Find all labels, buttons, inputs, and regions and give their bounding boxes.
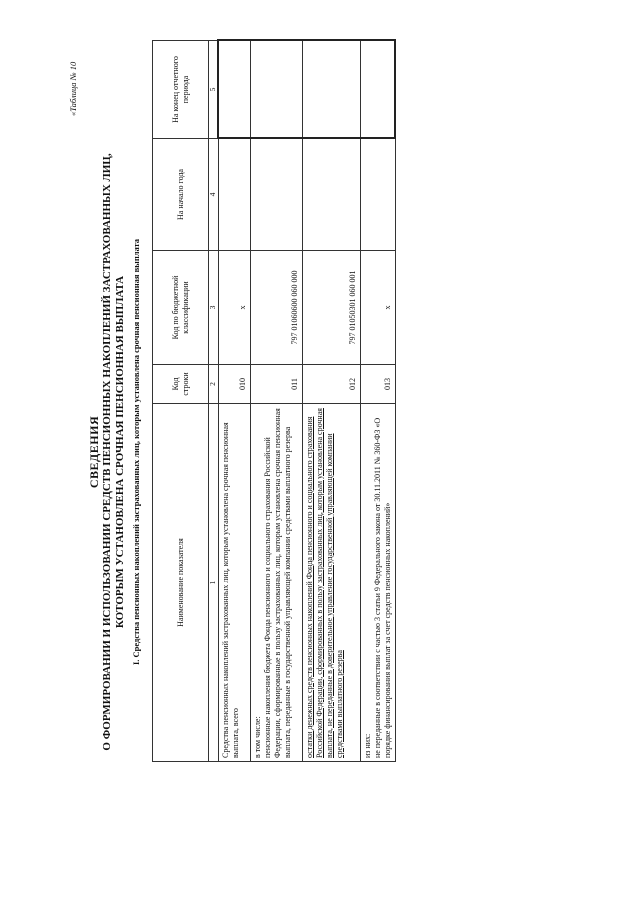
row-budget-code: x	[360, 251, 395, 365]
row-start-value	[302, 139, 360, 251]
col-number: 2	[209, 365, 219, 404]
row-name: остатки денежных средств пенсионных накоплений Фонда пенсионного и социального страхования Российской Федерации, сформированных в пользу застрахованных лиц, которым установлена срочная выплата, не переданные в доверительное управление государственной управляющей компании средствами выплатного резерва	[302, 404, 360, 762]
row-end-value	[250, 41, 302, 139]
title-line-1: СВЕДЕНИЯ	[87, 415, 101, 489]
table-row	[218, 41, 250, 762]
col-header-start-of-year: На начало года	[153, 139, 209, 251]
col-header-end-of-period: На конец отчетного периода	[153, 41, 209, 139]
row-start-value	[250, 139, 302, 251]
col-number: 5	[209, 41, 219, 139]
row-line-code: 013	[360, 365, 395, 404]
row-end-value	[360, 41, 395, 139]
document-title	[88, 0, 127, 904]
row-prefix: в том числе:	[252, 716, 262, 758]
col-header-name: Наименование показателя	[153, 404, 209, 762]
table-row	[302, 41, 360, 762]
title-line-3: КОТОРЫМ УСТАНОВЛЕНА СРОЧНАЯ ПЕНСИОННАЯ ВЫПЛАТА	[114, 275, 126, 629]
row-name	[250, 404, 302, 762]
col-header-line-code: Код строки	[153, 365, 209, 404]
row-line-code: 010	[218, 365, 250, 404]
row-line-code: 012	[302, 365, 360, 404]
column-number-row	[209, 41, 219, 762]
row-text: не переданные в соответствии с частью 3 статьи 9 Федерального закона от 30.11.2011 № 360-ФЗ «О порядке финансирования выплат за счет средств пенсионных накоплений»	[372, 417, 392, 758]
col-header-budget-code: Код по бюджетной классификации	[153, 251, 209, 365]
table-row	[250, 41, 302, 762]
pension-savings-table	[152, 40, 396, 763]
table-header-row	[153, 41, 209, 762]
row-budget-code: x	[218, 251, 250, 365]
row-text: пенсионные накопления бюджета Фонда пенсионного и социального страхования Российской Федерации, сформированные в пользу застрахованных лиц, которым установлена срочная пенсионная выплата, переданные в государственной управляющей компании средствами выплатного резерва	[262, 408, 292, 758]
row-start-value	[360, 139, 395, 251]
row-start-value	[218, 139, 250, 251]
row-name	[360, 404, 395, 762]
row-end-value	[218, 41, 250, 139]
row-budget-code: 797 01050301 060 001	[302, 251, 360, 365]
title-line-2: О ФОРМИРОВАНИИ И ИСПОЛЬЗОВАНИИ СРЕДСТВ ПЕНСИОННЫХ НАКОПЛЕНИЙ ЗАСТРАХОВАННЫХ ЛИЦ,	[101, 153, 113, 751]
table-number-note: «Таблица № 10	[68, 61, 78, 116]
row-budget-code: 797 01060600 060 000	[250, 251, 302, 365]
row-line-code: 011	[250, 365, 302, 404]
col-number: 4	[209, 139, 219, 251]
row-name: Средства пенсионных накоплений застрахованных лиц, которым установлена срочная пенсионная выплата, всего	[218, 404, 250, 762]
row-prefix: из них:	[362, 733, 372, 758]
row-end-value	[302, 41, 360, 139]
table-row	[360, 41, 395, 762]
col-number: 3	[209, 251, 219, 365]
col-number: 1	[209, 404, 219, 762]
section-subtitle: I. Средства пенсионных накоплений застрахованных лиц, которым установлена срочная пенсионная выплата	[131, 238, 141, 666]
